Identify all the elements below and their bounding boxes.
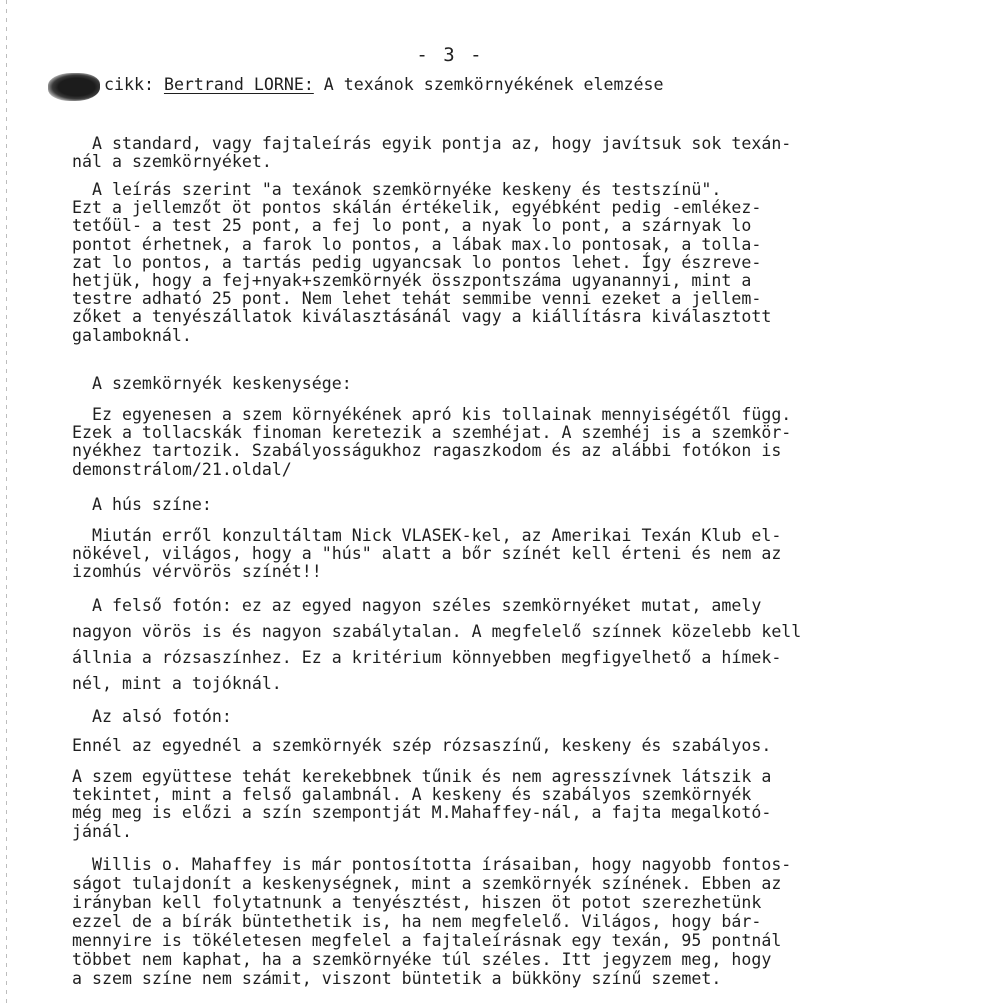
article-header — [104, 75, 663, 94]
header-prefix: cikk: — [104, 75, 164, 94]
subheading-narrowness: A szemkörnyék keskenysége: — [72, 374, 352, 393]
ink-blot — [48, 73, 100, 101]
header-author: Bertrand LORNE: — [163, 75, 314, 94]
paragraph-lower-photo-desc: Ennél az egyednél a szemkörnyék szép rózsaszínű, keskeny és szabályos. — [72, 736, 772, 755]
subheading-lower-photo: Az alsó fotón: — [72, 707, 232, 726]
header-title: A texánok szemkörnyékének elemzése — [313, 75, 664, 94]
paragraph-mahaffey: Willis o. Mahaffey is már pontosította írásaiban, hogy nagyobb fontos- ságot tulajdonít a keskenységnek, mint a szemkörnyék színének. Ebben az irányban kell folytatnunk a tenyésztést, hiszen öt potot szerezhetünk ezzel de a bírák büntethetik is, ha nem megfelelő. Világos, hogy bár- mennyire is tökéletesen megfelel a fajtaleírásnak egy texán, 95 pontnál többet nem kaphat, ha a szemkörnyéke túl széles. Itt jegyzem meg, hogy a szem színe nem számit, viszont büntetik a bükköny színű szemet. — [72, 855, 792, 988]
subheading-flesh-color: A hús színe: — [72, 495, 212, 514]
paragraph-upper-photo: A felső fotón: ez az egyed nagyon széles szemkörnyéket mutat, amely nagyon vörös is és nagyon szabálytalan. A megfelelő színnek közelebb kell állnia a rózsaszínhez. Ez a kritérium könnyebben megfigyelhető a hímek- nél, mint a tojóknál. — [72, 596, 802, 693]
page-edge-line — [6, 0, 7, 1006]
paragraph-eye-ensemble: A szem együttese tehát kerekebbnek tűnik és nem agresszívnek látszik a tekintet, mint a felső galambnál. A keskeny és szabályos szemkörnyék még meg is előzi a szín szempontját M.Mahaffey-nál, a fajta megalkotó- jánál. — [72, 767, 772, 841]
paragraph-flesh-color: Miután erről konzultáltam Nick VLASEK-kel, az Amerikai Texán Klub el- nökével, világos, hogy a "hús" alatt a bőr színét kell érteni és nem az izomhús vérvörös színét!! — [72, 526, 782, 582]
paragraph-description: A leírás szerint "a texánok szemkörnyéke keskeny és testszínü". Ezt a jellemzőt öt pontos skálán értékelik, egyébként pedig -emlékez- tetőül- a test 25 pont, a fej lo pont, a nyak lo pont, a szárnyak lo pontot érhetnek, a farok lo pontos, a lábak max.lo pontosak, a tolla- zat lo pontos, a tartás pedig ugyancsak lo pontos lehet. Így észreve- hetjük, hogy a fej+nyak+szemkörnyék összpontszáma ugyanannyi, mint a testre adható 25 pont. Nem lehet tehát semmibe venni ezeket a jellem- zőket a tenyészállatok kiválasztásánál vagy a kiállításra kiválasztott galamboknál. — [72, 180, 772, 345]
paragraph-intro: A standard, vagy fajtaleírás egyik pontja az, hogy javítsuk sok texán- nál a szemkörnyéket. — [72, 134, 792, 172]
page-number: - 3 - — [416, 44, 484, 66]
paragraph-narrowness: Ez egyenesen a szem környékének apró kis tollainak mennyiségétől függ. Ezek a tollacskák finoman keretezik a szemhéjat. A szemhéj is a szemkör- nyékhez tartozik. Szabályosságukhoz ragaszkodom és az alábbi fotókon is demonstrálom/21.oldal/ — [72, 405, 792, 479]
